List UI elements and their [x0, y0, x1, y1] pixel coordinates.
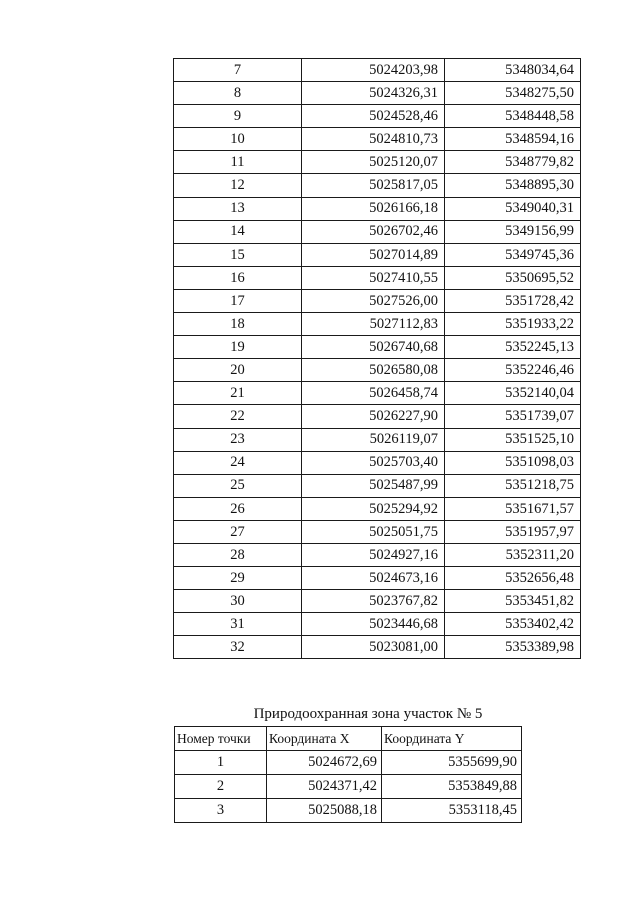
table-row [174, 313, 581, 336]
coordinate-x-cell: 5025817,05 [302, 174, 445, 197]
coordinate-y-cell: 5353402,42 [445, 613, 581, 636]
point-number-cell: 27 [174, 520, 302, 543]
point-number-cell: 14 [174, 220, 302, 243]
coordinate-y-cell: 5349745,36 [445, 243, 581, 266]
coordinate-x-cell: 5026166,18 [302, 197, 445, 220]
coordinate-x-cell: 5023767,82 [302, 590, 445, 613]
coordinate-x-cell: 5024810,73 [302, 128, 445, 151]
table-row [174, 636, 581, 659]
coordinate-x-cell: 5024203,98 [302, 59, 445, 82]
coordinate-y-cell: 5353118,45 [382, 799, 522, 823]
point-number-cell: 19 [174, 336, 302, 359]
table-row [174, 451, 581, 474]
coordinate-y-cell: 5349040,31 [445, 197, 581, 220]
coordinate-y-cell: 5351218,75 [445, 474, 581, 497]
point-number-cell: 30 [174, 590, 302, 613]
table-row [174, 82, 581, 105]
table-row [174, 336, 581, 359]
point-number-cell: 25 [174, 474, 302, 497]
header-coordinate-y: Координата Y [382, 727, 522, 751]
coordinate-x-cell: 5026458,74 [302, 382, 445, 405]
coordinate-x-cell: 5024673,16 [302, 567, 445, 590]
table-row [174, 105, 581, 128]
coordinate-x-cell: 5026740,68 [302, 336, 445, 359]
table-row [174, 174, 581, 197]
point-number-cell: 1 [175, 751, 267, 775]
coordinate-y-cell: 5348275,50 [445, 82, 581, 105]
coordinate-y-cell: 5348895,30 [445, 174, 581, 197]
header-point-number: Номер точки [175, 727, 267, 751]
point-number-cell: 31 [174, 613, 302, 636]
coordinate-y-cell: 5352245,13 [445, 336, 581, 359]
table-row [174, 197, 581, 220]
coordinate-x-cell: 5024672,69 [267, 751, 382, 775]
zone-5-title: Природоохранная зона участок № 5 [253, 706, 483, 722]
coordinate-y-cell: 5355699,90 [382, 751, 522, 775]
table-row [174, 151, 581, 174]
coordinate-x-cell: 5027014,89 [302, 243, 445, 266]
coordinate-y-cell: 5348779,82 [445, 151, 581, 174]
table-row [174, 59, 581, 82]
zone-5-table-header [175, 727, 522, 751]
coordinate-x-cell: 5023446,68 [302, 613, 445, 636]
coordinate-x-cell: 5026580,08 [302, 359, 445, 382]
coordinates-table [173, 58, 581, 659]
table-row [175, 775, 522, 799]
point-number-cell: 15 [174, 243, 302, 266]
coordinate-x-cell: 5025294,92 [302, 497, 445, 520]
point-number-cell: 13 [174, 197, 302, 220]
point-number-cell: 11 [174, 151, 302, 174]
coordinate-x-cell: 5027526,00 [302, 289, 445, 312]
coordinate-y-cell: 5348448,58 [445, 105, 581, 128]
coordinate-x-cell: 5025120,07 [302, 151, 445, 174]
point-number-cell: 18 [174, 313, 302, 336]
coordinate-x-cell: 5026227,90 [302, 405, 445, 428]
coordinate-x-cell: 5027112,83 [302, 313, 445, 336]
table-row [174, 590, 581, 613]
point-number-cell: 8 [174, 82, 302, 105]
coordinate-y-cell: 5353849,88 [382, 775, 522, 799]
coordinate-y-cell: 5353451,82 [445, 590, 581, 613]
header-coordinate-x: Координата X [267, 727, 382, 751]
table-row [174, 266, 581, 289]
coordinate-x-cell: 5025703,40 [302, 451, 445, 474]
coordinate-x-cell: 5024371,42 [267, 775, 382, 799]
coordinate-x-cell: 5025088,18 [267, 799, 382, 823]
coordinate-x-cell: 5023081,00 [302, 636, 445, 659]
table-row [174, 613, 581, 636]
coordinate-y-cell: 5351933,22 [445, 313, 581, 336]
point-number-cell: 2 [175, 775, 267, 799]
point-number-cell: 20 [174, 359, 302, 382]
coordinate-y-cell: 5351525,10 [445, 428, 581, 451]
zone-5-table [174, 726, 522, 823]
header-row [175, 727, 522, 751]
point-number-cell: 23 [174, 428, 302, 451]
coordinate-y-cell: 5351739,07 [445, 405, 581, 428]
table-row [174, 220, 581, 243]
table-row [174, 520, 581, 543]
table-row [175, 799, 522, 823]
coordinate-y-cell: 5352311,20 [445, 543, 581, 566]
coordinate-y-cell: 5350695,52 [445, 266, 581, 289]
point-number-cell: 22 [174, 405, 302, 428]
table-row [174, 359, 581, 382]
point-number-cell: 32 [174, 636, 302, 659]
coordinate-y-cell: 5351098,03 [445, 451, 581, 474]
coordinate-x-cell: 5025051,75 [302, 520, 445, 543]
coordinate-y-cell: 5351728,42 [445, 289, 581, 312]
coordinate-y-cell: 5351671,57 [445, 497, 581, 520]
table-row [175, 751, 522, 775]
table-row [174, 405, 581, 428]
point-number-cell: 12 [174, 174, 302, 197]
point-number-cell: 3 [175, 799, 267, 823]
coordinate-x-cell: 5027410,55 [302, 266, 445, 289]
point-number-cell: 28 [174, 543, 302, 566]
coordinate-x-cell: 5024528,46 [302, 105, 445, 128]
table-row [174, 567, 581, 590]
coordinate-y-cell: 5351957,97 [445, 520, 581, 543]
point-number-cell: 17 [174, 289, 302, 312]
point-number-cell: 9 [174, 105, 302, 128]
table-row [174, 382, 581, 405]
coordinate-x-cell: 5024326,31 [302, 82, 445, 105]
point-number-cell: 16 [174, 266, 302, 289]
coordinate-y-cell: 5353389,98 [445, 636, 581, 659]
table-row [174, 243, 581, 266]
zone-5-table-body [175, 751, 522, 823]
coordinates-table-body [174, 59, 581, 659]
point-number-cell: 10 [174, 128, 302, 151]
point-number-cell: 26 [174, 497, 302, 520]
table-row [174, 474, 581, 497]
table-row [174, 428, 581, 451]
table-row [174, 289, 581, 312]
point-number-cell: 21 [174, 382, 302, 405]
table-row [174, 128, 581, 151]
coordinate-x-cell: 5026702,46 [302, 220, 445, 243]
coordinate-x-cell: 5026119,07 [302, 428, 445, 451]
table-row [174, 543, 581, 566]
coordinate-y-cell: 5348594,16 [445, 128, 581, 151]
point-number-cell: 7 [174, 59, 302, 82]
coordinate-x-cell: 5024927,16 [302, 543, 445, 566]
coordinate-y-cell: 5349156,99 [445, 220, 581, 243]
point-number-cell: 24 [174, 451, 302, 474]
coordinate-y-cell: 5352140,04 [445, 382, 581, 405]
coordinate-x-cell: 5025487,99 [302, 474, 445, 497]
coordinate-y-cell: 5352656,48 [445, 567, 581, 590]
table-row [174, 497, 581, 520]
point-number-cell: 29 [174, 567, 302, 590]
coordinate-y-cell: 5348034,64 [445, 59, 581, 82]
coordinate-y-cell: 5352246,46 [445, 359, 581, 382]
